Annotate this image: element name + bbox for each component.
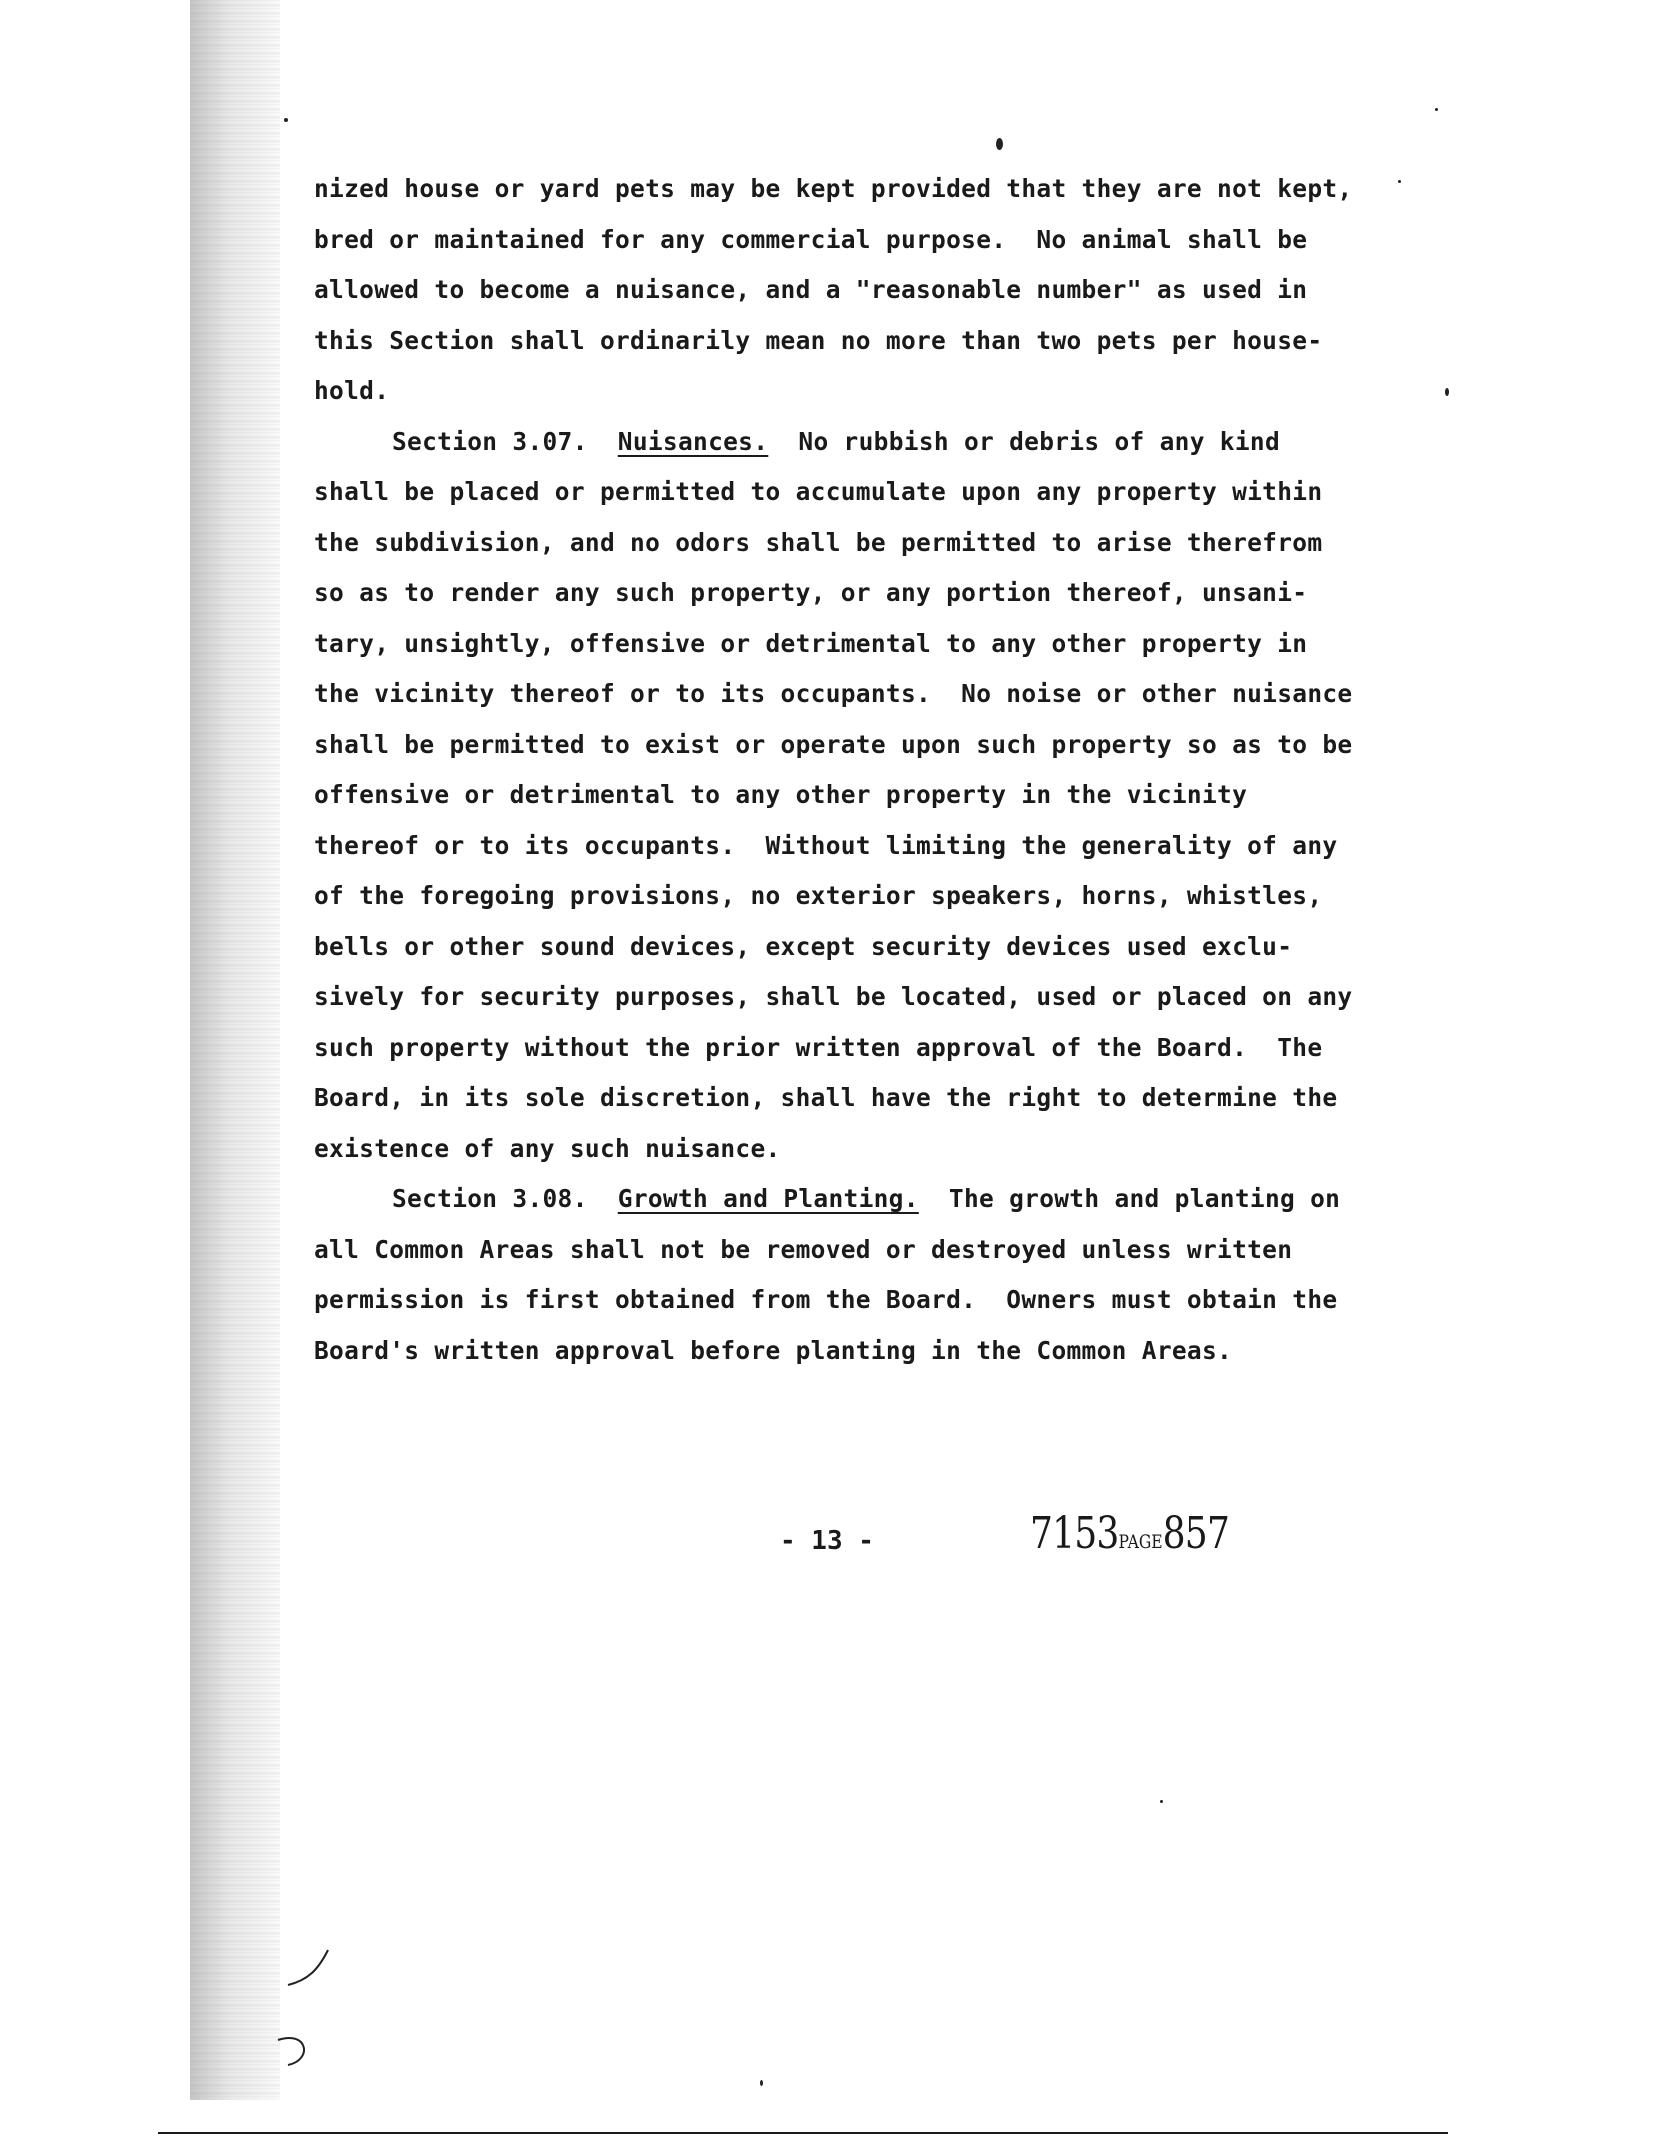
scan-speck bbox=[284, 118, 288, 122]
body-line: this Section shall ordinarily mean no more than two pets per house- bbox=[314, 325, 1323, 355]
body-line: the vicinity thereof or to its occupants. No noise or other nuisance bbox=[314, 679, 1353, 708]
body-line: No rubbish or debris of any kind bbox=[798, 426, 1280, 456]
scan-speck bbox=[760, 2080, 763, 2086]
bottom-rule bbox=[158, 2132, 1448, 2134]
scan-shadow-edge bbox=[190, 0, 280, 2100]
body-line: such property without the prior written approval of the Board. The bbox=[314, 1032, 1323, 1062]
body-line: the subdivision, and no odors shall be permitted to arise therefrom bbox=[314, 527, 1323, 557]
body-line: bells or other sound devices, except security devices used exclu- bbox=[314, 931, 1293, 961]
page-label: PAGE bbox=[1118, 1531, 1163, 1553]
page-number: - 13 - bbox=[780, 1526, 874, 1556]
section-number: Section 3.07. bbox=[392, 426, 588, 456]
body-line: nized house or yard pets may be kept provided that they are not kept, bbox=[314, 174, 1353, 203]
section-3-08-heading-line bbox=[314, 1174, 1452, 1225]
page-number-stamp: 857 bbox=[1162, 1508, 1230, 1559]
scan-speck bbox=[1435, 108, 1438, 111]
pen-mark bbox=[268, 1930, 348, 2070]
body-line: shall be permitted to exist or operate upon such property so as to be bbox=[314, 729, 1353, 759]
body-line: existence of any such nuisance. bbox=[314, 1133, 781, 1163]
section-number: Section 3.08. bbox=[392, 1184, 588, 1213]
body-line: allowed to become a nuisance, and a "reasonable number" as used in bbox=[314, 275, 1308, 304]
body-line: offensive or detrimental to any other property in the vicinity bbox=[314, 780, 1248, 809]
body-line: Board, in its sole discretion, shall have the right to determine the bbox=[314, 1083, 1338, 1112]
scan-speck bbox=[1398, 180, 1401, 183]
body-line: sively for security purposes, shall be located, used or placed on any bbox=[314, 982, 1353, 1011]
document-body bbox=[314, 164, 1374, 1376]
body-line: bred or maintained for any commercial purpose. No animal shall be bbox=[314, 224, 1308, 254]
scan-speck bbox=[1445, 388, 1449, 396]
body-line: hold. bbox=[314, 376, 390, 405]
section-title-growth-and-planting: Growth and Planting. bbox=[617, 1184, 919, 1213]
body-line: so as to render any such property, or any portion thereof, unsani- bbox=[314, 578, 1308, 607]
body-line: Board's written approval before planting in the Common Areas. bbox=[314, 1335, 1233, 1365]
section-3-07-heading-line bbox=[314, 417, 1452, 468]
recording-stamp bbox=[1030, 1508, 1229, 1559]
scan-speck bbox=[996, 138, 1003, 150]
section-title-nuisances: Nuisances. bbox=[617, 426, 769, 456]
scan-speck bbox=[1160, 1800, 1163, 1803]
body-line: all Common Areas shall not be removed or destroyed unless written bbox=[314, 1234, 1293, 1264]
body-line: shall be placed or permitted to accumulate upon any property within bbox=[314, 477, 1323, 506]
body-line: The growth and planting on bbox=[948, 1184, 1341, 1213]
body-line: tary, unsightly, offensive or detrimental to any other property in bbox=[314, 628, 1308, 658]
body-line: thereof or to its occupants. Without limiting the generality of any bbox=[314, 830, 1338, 860]
body-line: of the foregoing provisions, no exterior speakers, horns, whistles, bbox=[314, 881, 1323, 910]
book-number: 7153 bbox=[1030, 1508, 1119, 1559]
body-line: permission is first obtained from the Board. Owners must obtain the bbox=[314, 1285, 1338, 1314]
